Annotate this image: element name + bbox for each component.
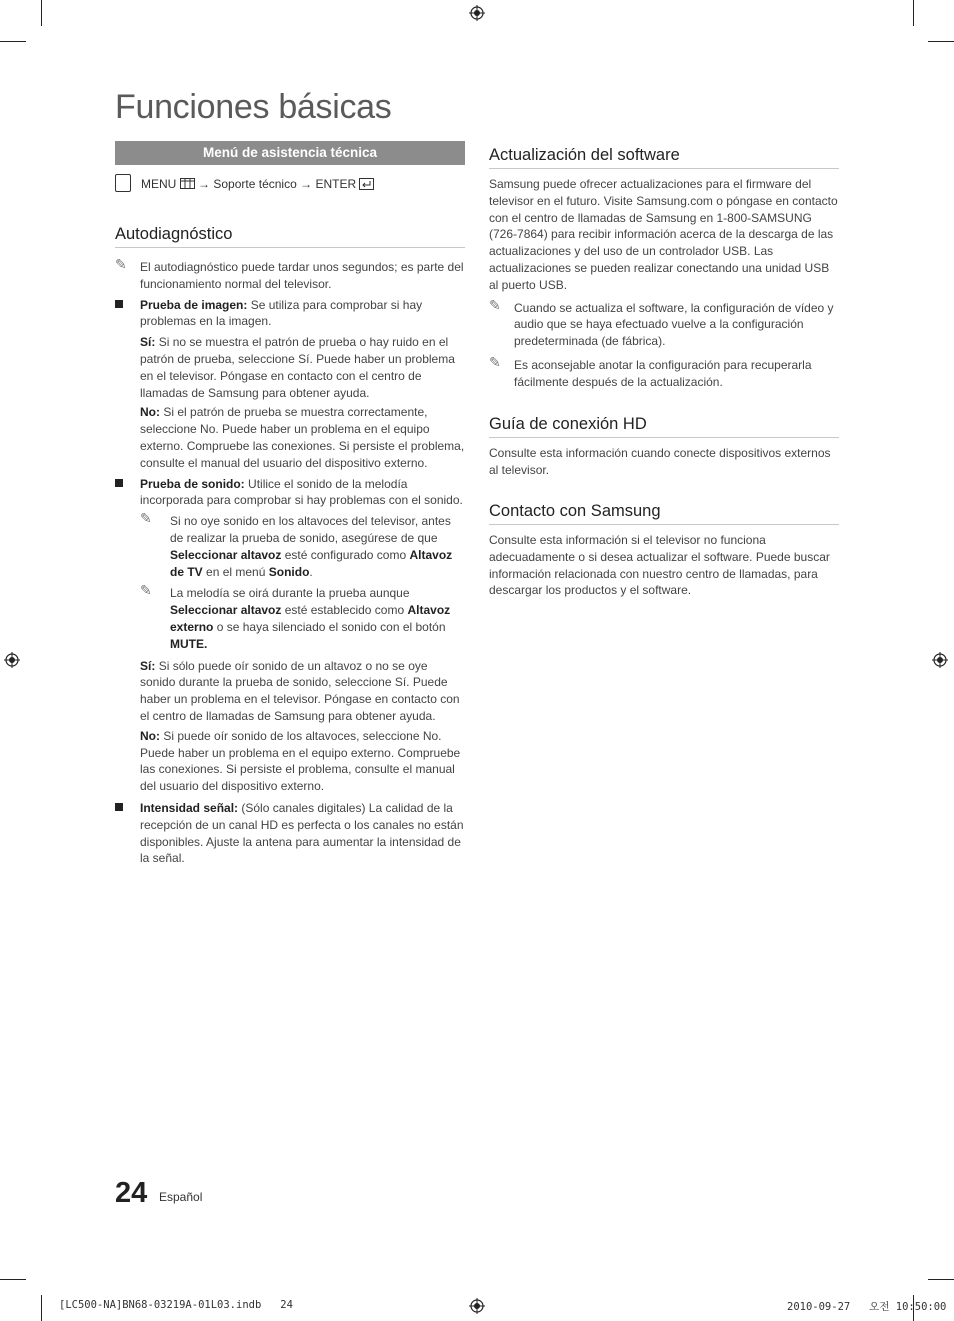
arrow: →	[198, 177, 211, 191]
test-senal-text: (Sólo canales digitales) La calidad de la recepción de un canal HD es perfecta o los canales no están disponibles. Ajuste la antena para aumentar la intensidad de la señal.	[140, 800, 464, 866]
footer-language: Español	[159, 1190, 203, 1204]
test-imagen-text: Se utiliza para comprobar si hay problemas en la imagen.	[140, 297, 423, 329]
software-note-1: Cuando se actualiza el software, la configuración de vídeo y audio que se haya efectuado vuelve a la configuración predeterminada (de fábrica).	[514, 300, 834, 349]
test-sonido-label: Prueba de sonido:	[140, 476, 245, 491]
si-label: Sí:	[140, 335, 156, 350]
crop-mark	[41, 0, 42, 26]
sonido-note-2: La melodía se oirá durante la prueba aunque Seleccionar altavoz esté establecido como Altavoz externo o se haya silenciado el sonido con el botón MUTE.	[170, 586, 451, 651]
note-pencil-icon: ✎	[489, 296, 501, 313]
menu-banner: Menú de asistencia técnica	[115, 141, 465, 165]
arrow: →	[300, 177, 313, 191]
registration-mark-icon	[932, 652, 948, 668]
page-number: 24	[115, 1177, 148, 1209]
test-senal-label: Intensidad señal:	[140, 800, 239, 815]
menu-item-label: Soporte técnico	[213, 177, 297, 191]
contacto-heading: Contacto con Samsung	[489, 502, 839, 525]
autodiag-heading: Autodiagnóstico	[115, 225, 465, 248]
no-text: Si el patrón de prueba se muestra correctamente, seleccione No. Puede haber un problema en el equipo externo. Compruebe las conexiones. Si persiste el problema, consulte el manual del usuario del dispositivo externo.	[140, 405, 465, 470]
software-heading: Actualización del software	[489, 146, 839, 169]
software-note-2: Es aconsejable anotar la configuración para recuperarla fácilmente después de la actualización.	[514, 357, 812, 389]
hd-text: Consulte esta información cuando conecte dispositivos externos al televisor.	[489, 446, 831, 477]
footer-date: 2010-09-27 오전 10:50:00	[787, 1301, 947, 1313]
note-pencil-icon: ✎	[140, 510, 152, 527]
crop-mark	[928, 41, 954, 42]
note-pencil-icon: ✎	[140, 582, 152, 599]
test-imagen-label: Prueba de imagen:	[140, 297, 248, 312]
page-title: Funciones básicas	[115, 88, 392, 126]
registration-mark-icon	[469, 1298, 485, 1314]
hd-heading: Guía de conexión HD	[489, 415, 839, 438]
enter-label: ENTER	[315, 177, 357, 191]
software-section	[489, 176, 839, 391]
enter-icon	[359, 178, 374, 190]
autodiag-section	[115, 256, 465, 867]
note-pencil-icon: ✎	[489, 353, 501, 370]
contacto-text: Consulte esta información si el televisor no funciona adecuadamente o si desea actualizar el software. Puede buscar información relacionada con nuestro centro de llamadas, para descargar los productos y el software.	[489, 533, 830, 598]
bullet-icon	[115, 300, 123, 308]
crop-mark	[0, 1279, 26, 1280]
crop-mark	[41, 1295, 42, 1321]
crop-mark	[928, 1279, 954, 1280]
bullet-icon	[115, 803, 123, 811]
no-label: No:	[140, 728, 160, 743]
si-label: Sí:	[140, 658, 156, 673]
software-text: Samsung puede ofrecer actualizaciones para el firmware del televisor en el futuro. Visite Samsung.com o póngase en contacto con el centro de llamadas de Samsung en 1-800-SAMSUNG (726-7864) para recibir información acerca de la descarga de las actualizaciones y del uso de un controlador USB. Las actualizaciones se pueden realizar conectando una unidad USB al puerto USB.	[489, 177, 838, 292]
note-pencil-icon: ✎	[115, 256, 127, 272]
si-text: Si no se muestra el patrón de prueba o hay ruido en el patrón de prueba, seleccione Sí. Puede haber un problema en el televisor. Póngase en contacto con el centro de llamadas de Samsung para obtener ayuda.	[140, 335, 455, 400]
crop-mark	[0, 41, 26, 42]
sonido-note-1: Si no oye sonido en los altavoces del televisor, antes de realizar la prueba de sonido, asegúrese de que Seleccionar altavoz esté configurado como Altavoz de TV en el menú Sonido.	[170, 514, 453, 579]
footer-file: [LC500-NA]BN68-03219A-01L03.indb 24	[59, 1299, 293, 1311]
menu-path	[115, 173, 465, 195]
no-label: No:	[140, 405, 160, 420]
crop-mark	[913, 0, 914, 26]
bullet-icon	[115, 479, 123, 487]
menu-label: MENU	[141, 177, 177, 191]
no-text: Si puede oír sonido de los altavoces, seleccione No. Puede haber un problema en el equipo externo. Compruebe las conexiones. Si persiste el problema, consulte el manual del usuario del dispositivo externo.	[140, 728, 461, 794]
test-sonido-text: Utilice el sonido de la melodía incorporada para comprobar si hay problemas con el sonido.	[140, 476, 463, 508]
autodiag-note: El autodiagnóstico puede tardar unos segundos; es parte del funcionamiento normal del televisor.	[140, 260, 464, 291]
hand-icon	[115, 174, 131, 192]
si-text: Si sólo puede oír sonido de un altavoz o no se oye sonido durante la prueba de sonido, seleccione Sí. Puede haber un problema en el televisor. Póngase en contacto con el centro de llamadas de Samsung para obtener ayuda.	[140, 658, 460, 723]
registration-mark-icon	[4, 652, 20, 668]
menu-grid-icon	[180, 178, 195, 189]
registration-mark-icon	[469, 5, 485, 21]
